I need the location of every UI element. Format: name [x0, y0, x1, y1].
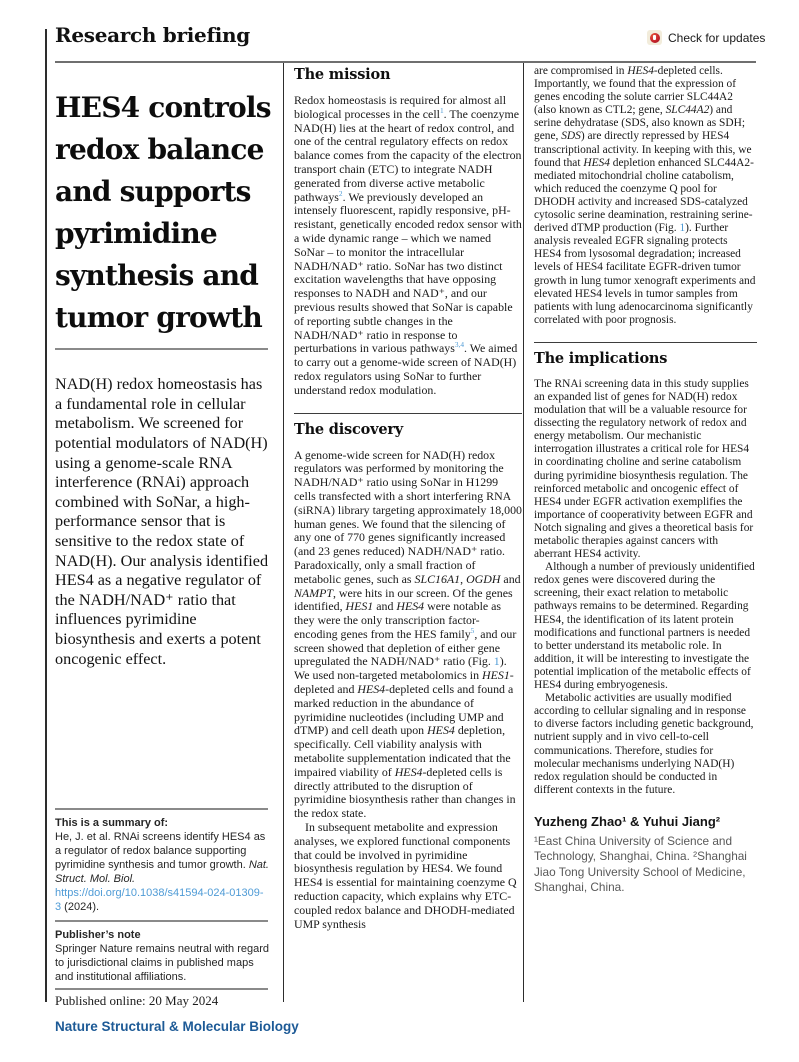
- text-segment: HES4: [396, 599, 425, 614]
- text-segment: ). Further analysis revealed EGFR signaling protects HES4 from lysosomal degradation; increased levels of HES4 facilitate EGFR-driven tumor growth in lung tumor xenograft experiments and elevated HES4 levels in tumor samples from patients with lung adenocarcinoma significantly correlated with poor prognosis.: [534, 222, 756, 326]
- text-segment: HES4: [583, 156, 610, 169]
- journal-footer: Nature Structural & Molecular Biology: [55, 1019, 299, 1034]
- publishers-note-heading: Publisher’s note: [55, 929, 141, 941]
- reference-superscript[interactable]: 2: [338, 188, 343, 198]
- text-segment: were notable as they were the only transcription factor-encoding genes from the HES family: [294, 599, 502, 641]
- inline-link[interactable]: 1: [493, 654, 500, 669]
- text-segment: HES1: [345, 599, 374, 614]
- text-segment: . We aimed to carry out a genome-wide screen of NAD(H) redox regulators using SoNar to further understand redox modulation.: [294, 341, 518, 397]
- implications-divider: [534, 342, 757, 343]
- check-for-updates-badge[interactable]: [647, 30, 765, 45]
- teaser-paragraph: NAD(H) redox homeostasis has a fundamental role in cellular metabolism. We screened for potential modulators of NAD(H) using a genome-scale RNA interference (RNAi) approach combined with SoNar, a high-performance sensor that is sensitive to the redox state of NAD(H). Our analysis identified HES4 as a negative regulator of the NADH/NAD⁺ ratio that influences pyrimidine biosynthesis and exerts a potent oncogenic effect.: [55, 375, 269, 668]
- text-segment: NAMPT: [294, 585, 333, 600]
- implications-paragraph-2: Although a number of previously unidentified redox genes were discovered during the screening, their exact relation to metabolic pathways remains to be determined. Regarding HES4, the identification of its latent protein modifications and functional partners is needed to better understand its metabolic role. In addition, it will be interesting to investigate the potential implication of the metabolic effects of HES4 during embryogenesis.: [534, 561, 755, 692]
- summary-citation: [55, 831, 269, 913]
- publishers-note-block: [55, 928, 269, 986]
- text-segment: -depleted cells. Importantly, we found that the expression of genes encoding the solute carrier SLC44A2 (also known as CTL2; gene,: [534, 65, 737, 117]
- text-segment: Redox homeostasis is required for almost all biological processes in the cell: [294, 93, 507, 121]
- text-segment: OGDH: [466, 571, 501, 586]
- text-segment: depletion, specifically. Cell viability analysis with metabolite supplementation indicated that the impaired viability of: [294, 723, 511, 779]
- check-for-updates-label: Check for updates: [668, 30, 766, 45]
- text-segment: are compromised in: [534, 65, 628, 77]
- text-segment: and: [373, 599, 397, 614]
- text-segment: ) are directly repressed by HES4 transcriptional activity. In keeping with this, we found that: [534, 130, 752, 169]
- text-segment: HES1: [482, 668, 510, 683]
- text-segment: ) and serine dehydratase (SDS, also known as SDH; gene,: [534, 104, 746, 143]
- middle-column: [294, 63, 522, 1002]
- publisher-divider: [55, 920, 268, 922]
- text-segment: ). We used non-targeted metabolomics in: [294, 654, 507, 683]
- column-divider-2: [523, 63, 524, 1002]
- discovery-divider: [294, 413, 522, 414]
- text-segment: -depleted and: [294, 668, 514, 697]
- summary-heading: This is a summary of:: [55, 817, 169, 829]
- publishers-note-text: Springer Nature remains neutral with regard to jurisdictional claims in published maps and institutional affiliations.: [55, 943, 269, 983]
- discovery-continued-paragraph: [534, 65, 757, 327]
- text-segment: , were hits in our screen. Of the genes identified,: [294, 585, 513, 614]
- article-title: HES4 controls redox balance and supports pyrimidine synthesis and tumor growth: [55, 90, 271, 334]
- text-segment: ,: [460, 571, 467, 586]
- section-discovery-heading: The discovery: [294, 420, 404, 438]
- right-column: [534, 63, 757, 896]
- research-briefing-label: Research briefing: [55, 23, 250, 47]
- mission-paragraph: [294, 94, 522, 398]
- text-segment: . We previously developed an intensely fluorescent, rapidly responsive, pH-resistant, genetically encoded redox sensor with a wide dynamic range – which we named SoNar – to monitor the intracellular NADH/NAD⁺ ratio. SoNar has two distinct excitation wavelengths that have opposing responses to NADH and NAD⁺, and our previous results showed that SoNar is capable of reporting subtle changes in the NADH/NAD⁺ ratio in response to perturbations in various pathways: [294, 189, 522, 356]
- inline-link[interactable]: https://doi.org/10.1038/s41594-024-01309-3: [55, 887, 264, 913]
- text-segment: , and our screen showed that depletion of either gene upregulated the NADH/NAD⁺ ratio (Fig.: [294, 626, 517, 669]
- text-segment: -depleted cells and found a marked reduction in the abundance of pyrimidine nucleotides (including UMP and dTMP) and cell death upon: [294, 682, 514, 738]
- text-segment: and: [500, 571, 521, 586]
- published-online: Published online: 20 May 2024: [55, 993, 219, 1008]
- text-segment: (2024).: [61, 901, 100, 913]
- text-segment: HES4: [427, 723, 455, 738]
- author-affiliations: ¹East China University of Science and Technology, Shanghai, China. ²Shanghai Jiao Tong University School of Medicine, Shanghai, China.: [534, 833, 747, 895]
- summary-divider: [55, 808, 268, 810]
- reference-superscript[interactable]: 3,4: [454, 340, 465, 350]
- column-divider-1: [283, 63, 284, 1002]
- title-divider: [55, 348, 268, 350]
- author-names: Yuzheng Zhao¹ & Yuhui Jiang²: [534, 813, 721, 829]
- discovery-paragraph-2: [294, 821, 522, 931]
- crossmark-icon: [647, 30, 662, 45]
- discovery-paragraph-1: [294, 449, 522, 822]
- text-segment: depletion enhanced SLC44A2-mediated mitochondrial choline catabolism, which reduced the coenzyme Q pool for DHODH activity and increased SDS-catalyzed cytosolic serine deamination, restraining serine-derived dTMP production (Fig.: [534, 156, 754, 235]
- section-mission-heading: The mission: [294, 66, 391, 83]
- implications-paragraph-3: Metabolic activities are usually modified according to cellular signaling and in response to diverse factors including genetic background, nutrient supply and in vivo cell-to-cell communications. Therefore, studies for molecular mechanisms underlying NAD(H) redox regulation should be conducted in different contexts in the future.: [534, 692, 754, 796]
- reference-superscript[interactable]: 5: [470, 625, 475, 635]
- inline-link[interactable]: 1: [679, 222, 686, 235]
- text-segment: . The coenzyme NAD(H) lies at the heart of redox control, and one of the central regulatory effects on redox balance comes from the capacity of the electron transport chain (ETC) to integrate NADH generated from diverse active metabolic pathways: [294, 106, 522, 204]
- text-segment: SDS: [561, 130, 581, 143]
- text-segment: -depleted cells is directly attributed to the disruption of pyrimidine biosynthesis rather than changes in the redox state.: [294, 764, 516, 821]
- left-edge-rail: [45, 29, 47, 1002]
- published-divider: [55, 988, 268, 990]
- text-segment: In subsequent metabolite and expression analyses, we explored functional components that could be involved in pyrimidine biosynthesis regulation by HES4. We found HES4 is essential for maintaining coenzyme Q reduction capacity, which explains why ETC-coupled redox balance and DHODH-mediated UMP synthesis: [294, 820, 517, 931]
- section-implications-heading: The implications: [534, 349, 668, 367]
- implications-paragraph-1: The RNAi screening data in this study supplies an expanded list of genes for NAD(H) redox modulation that will be a valuable resource for dissecting the regulatory network of redox and energy metabolism. Our mechanistic interrogation illustrates a critical role for HES4 in coordinating choline and serine catabolism during pyrimidine biosynthesis regulation. The reinforced metabolic and oncogenic effect of HES4 under EGFR activation exemplifies the importance of cooperativity between EGFR and Notch signaling and gives a theoretical basis for metabolic therapies against cancers with aberrant HES4 activity.: [534, 377, 754, 561]
- text-segment: SLC16A1: [414, 571, 461, 586]
- text-segment: HES4: [357, 682, 386, 697]
- summary-block: [55, 816, 269, 916]
- text-segment: He, J. et al. RNAi screens identify HES4 as a regulator of redox balance supporting pyrimidine synthesis and tumor growth.: [55, 831, 266, 871]
- text-segment: Nat. Struct. Mol. Biol.: [55, 859, 269, 885]
- text-segment: HES4: [627, 65, 654, 77]
- reference-superscript[interactable]: 1: [439, 105, 444, 115]
- text-segment: HES4: [394, 764, 423, 779]
- text-segment: A genome-wide screen for NAD(H) redox regulators was performed by monitoring the NADH/NAD⁺ ratio using SoNar in H1299 cells transfected with a short interfering RNA (siRNA) library targeting approximately 18,000 human genes. We found that the silencing of any one of 770 genes significantly increased (and 23 genes reduced) NADH/NAD⁺ ratio. Paradoxically, only a small fraction of metabolic genes, such as: [294, 447, 522, 586]
- text-segment: SLC44A2: [665, 104, 710, 117]
